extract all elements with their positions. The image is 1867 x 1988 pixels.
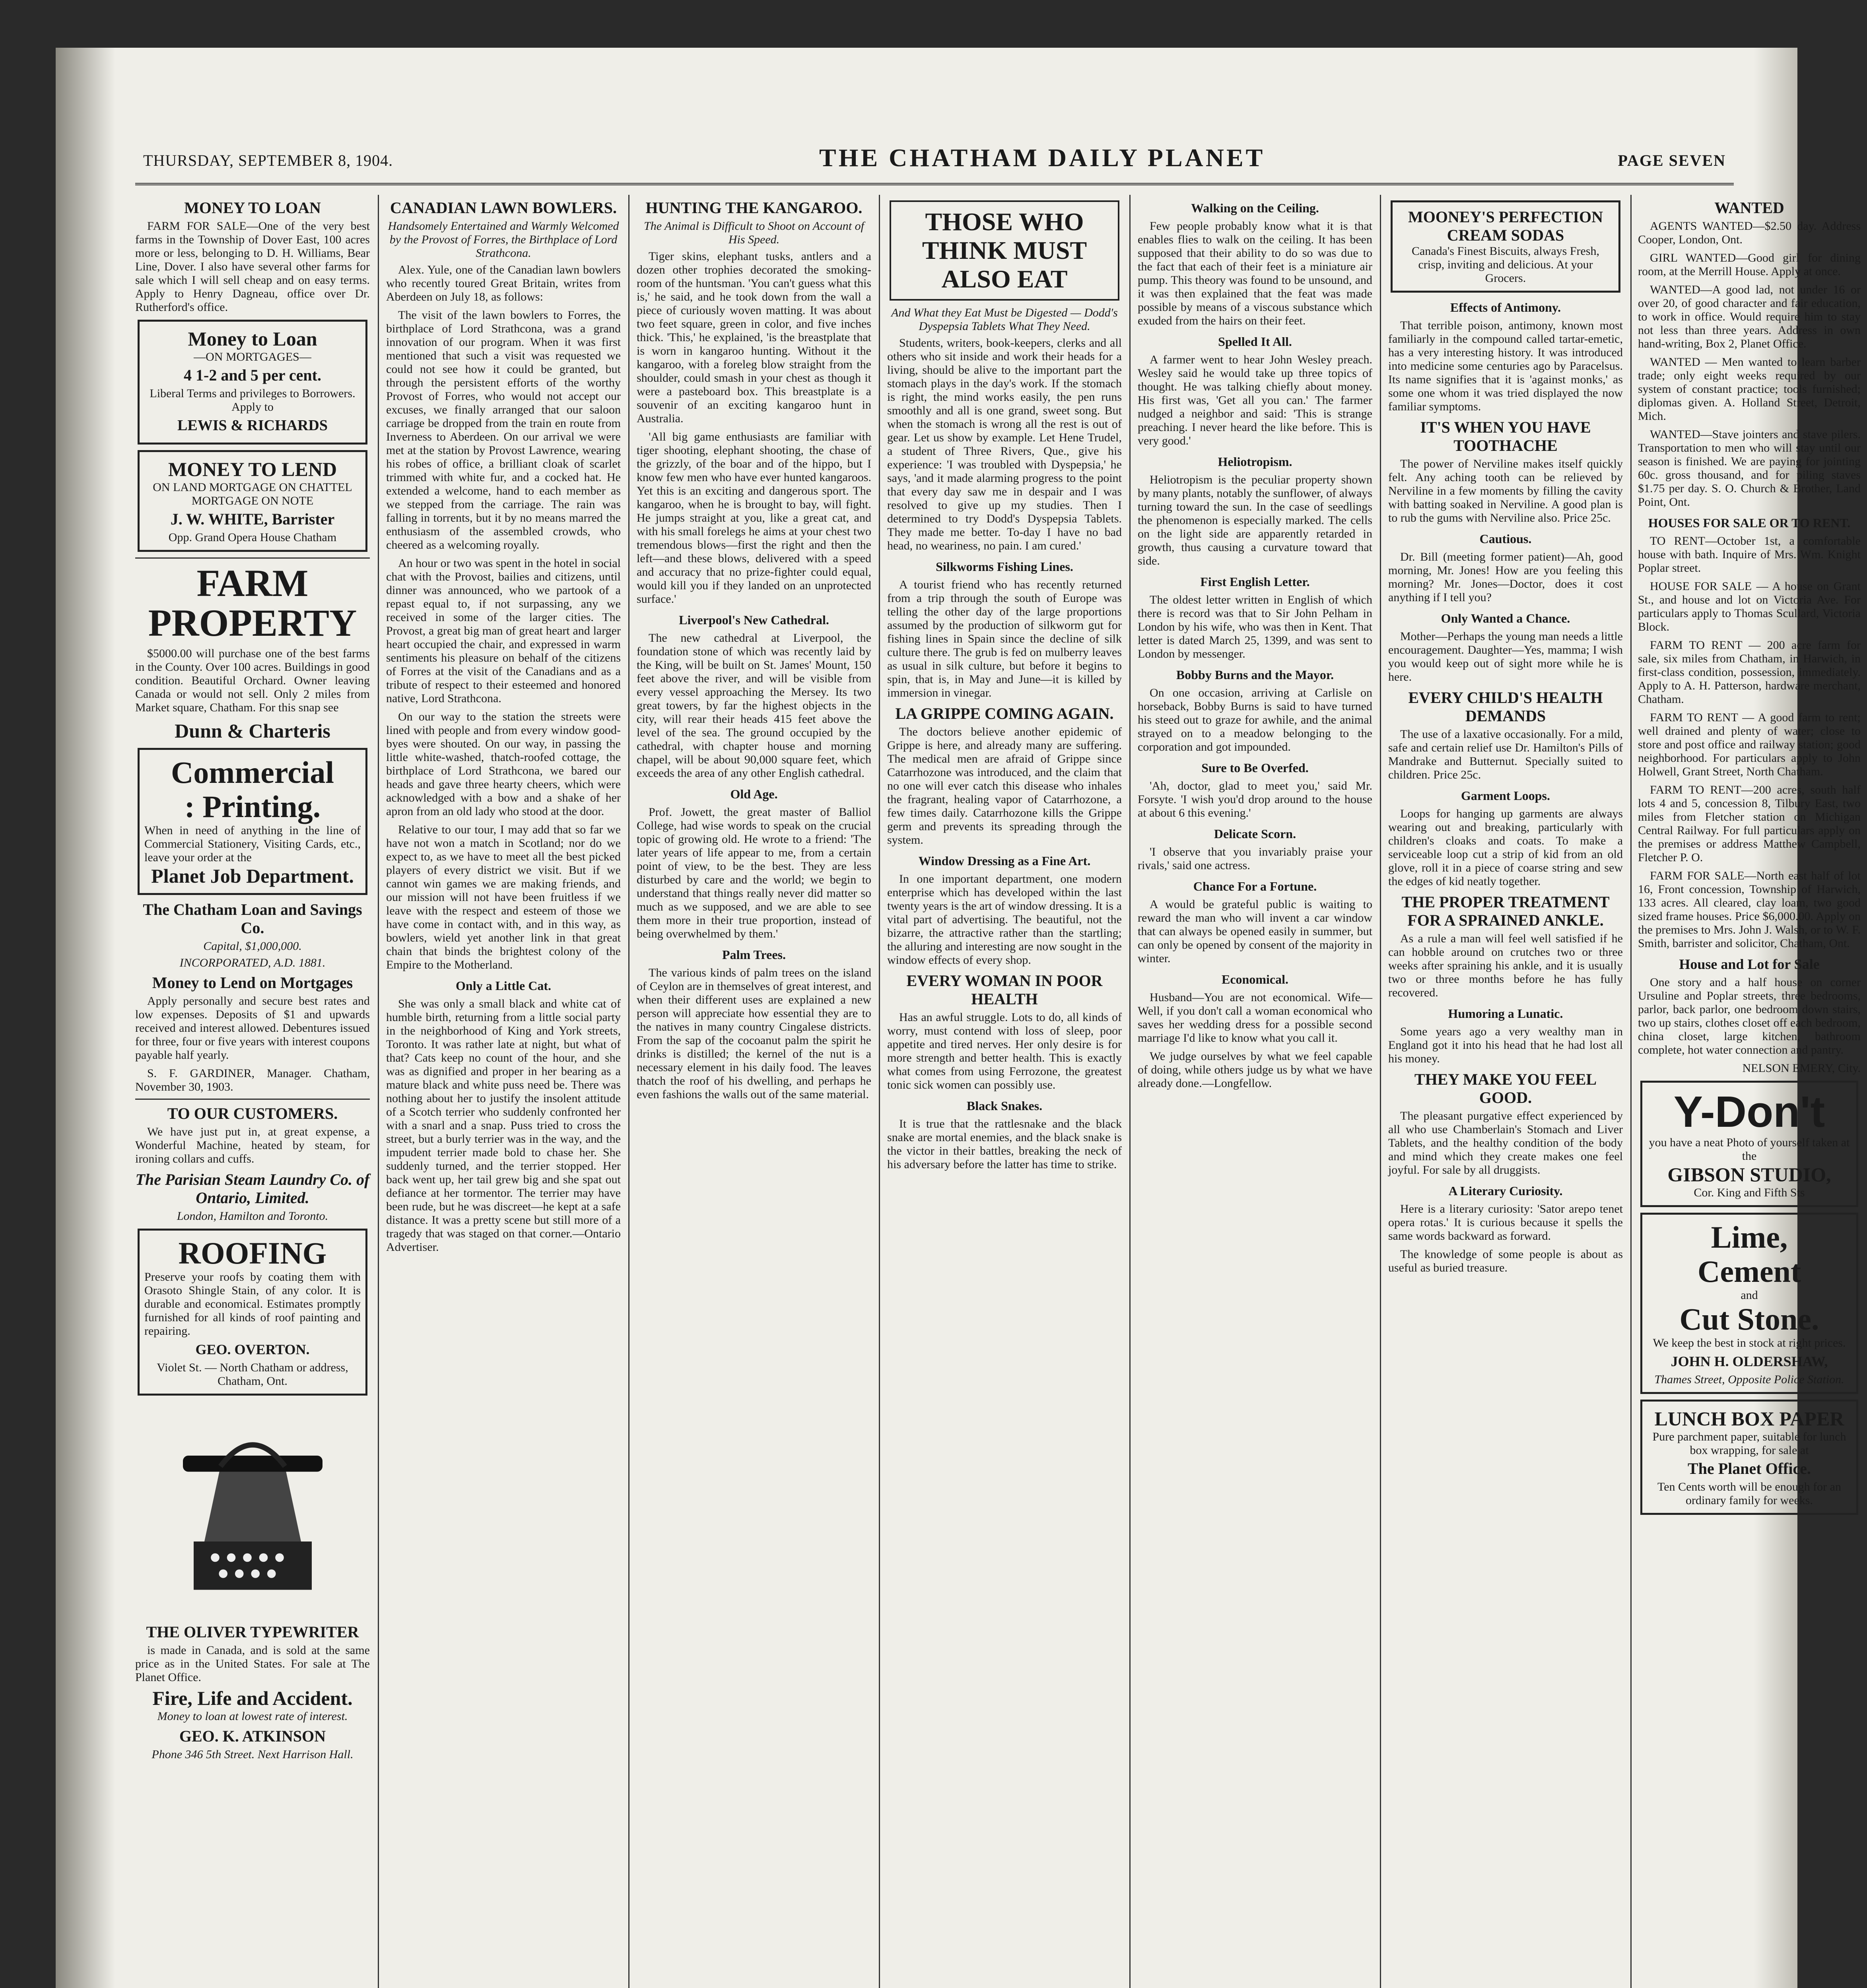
garment-loops-heading: Garment Loops.	[1461, 788, 1550, 803]
classified-ad: AGENTS WANTED—$2.50 day. Address Cooper, London, Ont.	[1638, 219, 1861, 246]
loan-text: Apply personally and secure best rates and low expenses. Deposits of $1 and upwards received and interest allowed. Debentures issued for three, four or five years with interest coupons payable half yearly.	[135, 994, 370, 1062]
think-eat-ad-heading	[890, 200, 1119, 301]
farm-property-title: FARM PROPERTY	[148, 562, 357, 644]
kangaroo-heading: HUNTING THE KANGAROO.	[645, 199, 863, 217]
ad-title: ROOFING	[178, 1236, 327, 1270]
house-lot-heading: House and Lot for Sale	[1679, 956, 1820, 972]
article-paragraph: She was only a small black and white cat of humble birth, returning from a little social party in the neighborhood of King and York streets, Toronto. It was rather late at night, but what of that? Cats keep no count of the hour, and she was as dignified and proper in her bearing as a mature black and white puss need be. There was nothing about her to justify the insolent attitude of a Scotch terrier who suddenly confronted her with a snarl and a snap. Puss tried to cross the street, but a burly terrier was in the way, and the impudent terrier made bold to chase her. She suddenly turned, and the terrier stopped. Her back went up, her tail grew big and she spat out defiance at her tormentor. The terrier may have been rude, but he was discreet—he kept at a safe distance. It was a pretty scene but still more of a tragedy that was staged on that corner.—Ontario Advertiser.	[386, 997, 621, 1254]
laundry-cities: London, Hamilton and Toronto.	[177, 1209, 328, 1223]
ad-line: Ten Cents worth will be enough for an ordinary family for weeks.	[1657, 1480, 1841, 1507]
ad-line: Thames Street, Opposite Police Station.	[1654, 1373, 1844, 1386]
insurance-address: Phone 346 5th Street. Next Harrison Hall.	[152, 1748, 354, 1761]
classified-ad: NELSON EMERY, City.	[1742, 1062, 1861, 1075]
poor-health-heading: EVERY WOMAN IN POOR HEALTH	[906, 972, 1103, 1008]
gibson-studio-ad	[1640, 1081, 1858, 1207]
heading-money-to-loan: MONEY TO LOAN	[184, 199, 321, 217]
article-paragraph: Students, writers, book-keepers, clerks and all others who sit inside and work their heads for a living, should be alive to the important part the stomach plays in the day's work. If the stomach is right, the mind works easily, the pen runs smoothly and all is one grand, sweet song. But when the stomach is wrong all the rest is out of gear. Let us show by example. Let Hene Trudel, a student of Three Rivers, Que., give his experience: 'I was troubled with Dyspepsia,' he says, 'and it made alarming progress to the point that every day saw me in despair and I was resolved to give up my studies. Then I determined to try Dodd's Dyspepsia Tablets. They made me better. To-day I have no bad head, no weariness, no pain. I am cured.'	[887, 336, 1122, 552]
classified-ad: WANTED — Men wanted to learn barber trade; only eight weeks required by our system of constant practice; tools furnished; diplomas given. A. Holland Street, Detroit, Mich.	[1638, 355, 1861, 423]
ad-line: you have a neat Photo of yourself taken at the	[1649, 1136, 1850, 1163]
article-paragraph: Tiger skins, elephant tusks, antlers and a dozen other trophies decorated the smoking-room of the huntsman. 'You can't guess what this is,' he said, and he took down from the wall a piece of curiously woven matting. It was about two feet square, green in color, and five inches thick. 'This,' he explained, 'is the breastplate that is worn in kangaroo hunting. Without it the kangaroo, with a foreleg blow straight from the shoulder, could smash in your chest as though it were a pasteboard box. This breastplate is a souvenir of an exciting kangaroo hunt in Australia.	[637, 250, 871, 425]
article-paragraph: Relative to our tour, I may add that so far we have not won a match in Scotland; nor do we expect to, as we have to meet all the best picked players of every district we visit. But if we cannot win games we are making friends, and our mission will not have been fruitless if we leave with the respect and esteem of those we have come in contact with, and in this way, as bowlers, wield yet another link in that great chain that binds the brightest colony of the Empire to the Motherland.	[386, 823, 621, 971]
typewriter-illustration	[171, 1402, 335, 1617]
ad-title: Commercial	[171, 755, 334, 790]
toothache-heading: IT'S WHEN YOU HAVE TOOTHACHE	[1420, 418, 1591, 454]
article-paragraph: The knowledge of some people is about as useful as buried treasure.	[1388, 1248, 1623, 1274]
ad-title: LUNCH BOX PAPER	[1654, 1408, 1844, 1430]
article-paragraph: The use of a laxative occasionally. For a mild, safe and certain relief use Dr. Hamilton's Pills of Mandrake and Butternut. Specially suited to children. Price 25c.	[1388, 728, 1623, 781]
classified-ad: GIRL WANTED—Good girl for dining room, at the Merrill House. Apply at once.	[1638, 251, 1861, 278]
ad-firm: JOHN H. OLDERSHAW,	[1671, 1353, 1828, 1369]
classified-ad: WANTED—A good lad, not under 16 or over 20, of good character and fair education, to work in office. Would require him to stay not less than three years. Address in own hand-writing, Box 2, Planet Office.	[1638, 283, 1861, 350]
insurance-line: Money to loan at lowest rate of interest.	[157, 1710, 348, 1723]
article-paragraph: The visit of the lawn bowlers to Forres, the birthplace of Lord Strathcona, was a grand innovation of our program. When it was first mentioned that such a visit was requested we could not see how it could be granted, but through the persistent efforts of the worthy Provost of Forres, who would not accept our excuses, we finally arranged that our saloon carriage be dropped from the train en route from Inverness to Aberdeen. On our arrival we were met at the station by Provost Lawrence, wearing his robes of office, a brilliant cloak of scarlet trimmed with white fur, and a cocked hat. He extended a welcome, hand to each member as we stepped from the carriage. The rain was falling in torrents, but it by no means marred the enthusiasm of the assembled crowds, who cheered as a welcoming royally.	[386, 309, 621, 551]
article-paragraph: Heliotropism is the peculiar property shown by many plants, notably the sunflower, of always turning toward the sun. In the case of seedlings the phenomenon is especially marked. The cells on the light side are apparently retarded in growth, thus causing a curvature toward that side.	[1138, 473, 1372, 567]
article-paragraph: The power of Nerviline makes itself quickly felt. Any aching tooth can be relieved by Nerviline in a few moments by filling the cavity with batting soaked in Nerviline. A good plan is to rub the gums with Nerviline also. Price 25c.	[1388, 457, 1623, 524]
column-3	[628, 195, 878, 1988]
classified-ad: One story and a half house on corner Ursuline and Poplar streets, three bedrooms, parlor, back parlor, one bedroom down stairs, two up stairs, clothes closet off each bedroom, china closet, large kitchen, bathroom complete, hot water connection and pantry.	[1638, 976, 1861, 1056]
feel-good-heading: THEY MAKE YOU FEEL GOOD.	[1414, 1070, 1597, 1107]
classified-ad: FARM TO RENT — A good farm to rent; well drained and plenty of water; close to store and post office and railway station; good neighborhood. For particulars apply to John Holwell, Grant Street, North Chatham.	[1638, 711, 1861, 778]
article-paragraph: Alex. Yule, one of the Canadian lawn bowlers who recently toured Great Britain, writes from Aberdeen on July 18, as follows:	[386, 263, 621, 303]
ad-line: Cor. King and Fifth Sts	[1694, 1186, 1805, 1199]
loan-capital: Capital, $1,000,000.	[203, 940, 302, 953]
ad-title: Cut Stone.	[1679, 1302, 1819, 1336]
antimony-heading: Effects of Antimony.	[1450, 300, 1561, 315]
page-number: PAGE SEVEN	[1618, 151, 1726, 169]
loan-manager: S. F. GARDINER, Manager. Chatham, November 30, 1903.	[135, 1067, 370, 1093]
article-paragraph: Few people probably know what it is that enables flies to walk on the ceiling. It has been supposed that their ability to do so was due to the fact that each of their feet is a miniature air pump. This theory was found to be unsound, and it was then explained that the feat was made possible by means of a viscous substance which exuded from the hairs on their feet.	[1138, 219, 1372, 327]
article-paragraph: Has an awful struggle. Lots to do, all kinds of worry, must contend with loss of sleep, poor appetite and tired nerves. Her only desire is for more strength and better health. This is exactly what comes from using Ferrozone, the greatest tonic sick women can possibly use.	[887, 1011, 1122, 1091]
laundry-text: We have just put in, at great expense, a Wonderful Machine, heated by steam, for ironing collars and cuffs.	[135, 1125, 370, 1165]
ad-firm: GEO. OVERTON.	[195, 1342, 310, 1357]
loan-incorporated: INCORPORATED, A.D. 1881.	[179, 956, 326, 969]
window-dressing-heading: Window Dressing as a Fine Art.	[918, 854, 1091, 868]
ad-line: When in need of anything in the line of Commercial Stationery, Visiting Cards, etc., leave your order at the	[144, 824, 361, 864]
insurance-heading: Fire, Life and Accident.	[152, 1687, 353, 1709]
classified-ad: WANTED—Stave jointers and stave pilers. Transportation to men who will stay until our season is finished. We are paying for jointing 60c. gross thousand, and for piling staves $1.75 per day. S. O. Church & Brother, Land Point, Ont.	[1638, 428, 1861, 509]
burns-heading: Bobby Burns and the Mayor.	[1176, 668, 1334, 682]
article-paragraph: Here is a literary curiosity: 'Sator arepo tenet opera rotas.' It is curious because it spells the same words backward as forward.	[1388, 1202, 1623, 1242]
ad-title: Cement	[1698, 1254, 1801, 1289]
article-paragraph: Loops for hanging up garments are always wearing out and breaking, particularly with children's cloaks and coats. To make a serviceable loop cut a strip of kid from an old glove, roll it in a piece of coarse string and sew the edges of kid neatly together.	[1388, 807, 1623, 888]
ad-title: Money to Loan	[188, 328, 317, 350]
lewis-richards-ad	[138, 320, 367, 445]
masthead-rule	[135, 183, 1734, 185]
ad-line: We keep the best in stock at right prices.	[1653, 1336, 1846, 1349]
wanted-heading: WANTED	[1714, 199, 1784, 217]
page-shadow-left	[56, 48, 115, 1988]
lawn-bowlers-subhead: Handsomely Entertained and Warmly Welcomed by the Provost of Forres, the Birthplace of Lord Strathcona.	[388, 219, 619, 260]
article-paragraph: An hour or two was spent in the hotel in social chat with the Provost, bailies and citizens, until dinner was announced, who we partook of a repast equal to, if not surpassing, any we received in some of the larger cities. The Provost, a great big man of great heart and larger heart occupied the chair, and expressed in warm sentiments his pleasure on behalf of the citizens of Forres at the visit of the Canadians and as a tribute of respect to their esteemed and honored native, Lord Strathcona.	[386, 557, 621, 705]
laundry-heading: TO OUR CUSTOMERS.	[167, 1105, 338, 1122]
fortune-heading: Chance For a Fortune.	[1193, 879, 1317, 893]
ad-rate: 4 1-2 and 5 per cent.	[184, 366, 321, 384]
black-snakes-heading: Black Snakes.	[966, 1099, 1043, 1113]
ad-firm: LEWIS & RICHARDS	[177, 417, 328, 434]
article-paragraph: On our way to the station the streets were lined with people and from every window good-byes were shouted. On our way, in passing the little white-washed, thatch-roofed cottage, the birthplace of Lord Strathcona, we bared our heads and gave three hearty cheers, which were acknowledged with a bow and a shake of her apron from an old lady who stood at the door.	[386, 710, 621, 818]
ad-firm: Planet Job Department.	[151, 865, 354, 887]
loan-mortgages: Money to Lend on Mortgages	[152, 974, 353, 992]
ad-firm: J. W. WHITE, Barrister	[170, 510, 335, 528]
ad-firm: GIBSON STUDIO,	[1667, 1163, 1831, 1186]
old-age-heading: Old Age.	[730, 787, 778, 801]
article-paragraph: 'Ah, doctor, glad to meet you,' said Mr. Forsyte. 'I wish you'd drop around to the house at about 6 this evening.'	[1138, 779, 1372, 819]
article-paragraph: Prof. Jowett, the great master of Balliol College, had wise words to speak on the crucial topic of growing old. He wrote to a friend: 'The later years of life appear to me, from a certain point of view, to be the best. They are less disturbed by care and the world; we begin to understand that things really never did matter so much as we supposed, and we are able to see them more in their true proportion, instead of being overwhelmed by them.'	[637, 806, 871, 940]
article-paragraph: We judge ourselves by what we feel capable of doing, while others judge us by what we have already done.—Longfellow.	[1138, 1050, 1372, 1090]
literary-curiosity-heading: A Literary Curiosity.	[1448, 1184, 1563, 1198]
divider	[135, 1099, 370, 1100]
column-7	[1630, 195, 1867, 1988]
silkworm-heading: Silkworms Fishing Lines.	[936, 559, 1073, 574]
article-paragraph: As a rule a man will feel well satisfied if he can hobble around on crutches two or three weeks after spraining his ankle, and it is usually two or three months before he has fully recovered.	[1388, 932, 1623, 999]
farm-for-sale-ad: FARM FOR SALE—One of the very best farms in the Township of Dover East, 100 acres more or less, belonging to D. H. Williams, Bear Line, Dover. I also have several other farms for sale which I will sell cheap and on easy terms. Apply to Henry Dagneau, office over Dr. Rutherford's office.	[135, 219, 370, 314]
divider	[135, 557, 370, 559]
ad-title: Y-Don't	[1673, 1087, 1825, 1136]
ad-line: ON LAND MORTGAGE ON CHATTEL MORTGAGE ON NOTE	[153, 481, 352, 507]
typewriter-icon	[171, 1402, 335, 1617]
article-paragraph: That terrible poison, antimony, known most familiarly in the compound called tartar-emetic, has a very interesting history. It was introduced into medicine some centuries ago by Paracelsus. Its name signifies that it is 'against monks,' as some one whom it was tried displayed the now familiar symptoms.	[1388, 319, 1623, 413]
ad-firm: The Planet Office.	[1688, 1460, 1811, 1477]
article-paragraph: 'I observe that you invariably praise your rivals,' said one actress.	[1138, 845, 1372, 872]
heliotropism-heading: Heliotropism.	[1218, 454, 1292, 469]
article-paragraph: 'All big game enthusiasts are familiar with tiger shooting, elephant shooting, the chase of the grizzly, of the boar and of the hippo, but I know few men who have ever hunted kangaroos. Yet this is an exciting and dangerous sport. The kangaroo, when he is brought to bay, will fight. He jumps straight at you, like a great cat, and with his small forelegs he aims at your chest two tremendous blows—first the right and then the left—and these blows, delivered with a speed and accuracy that no prize-fighter could equal, would kill you if they landed on an unprotected surface.'	[637, 430, 871, 606]
column-2	[378, 195, 628, 1988]
lunch-box-paper-ad	[1640, 1400, 1858, 1515]
ad-line: —ON MORTGAGES—	[194, 350, 311, 363]
column-5	[1129, 195, 1379, 1988]
article-paragraph: Dr. Bill (meeting former patient)—Ah, good morning, Mr. Jones! How are you feeling this morning? Mr. Jones—Doctor, does it cost anything if I tell you?	[1388, 550, 1623, 604]
classified-ad: TO RENT—October 1st, a comfortable house with bath. Inquire of Mrs. Wm. Knight Poplar street.	[1638, 534, 1861, 575]
newspaper-page	[56, 48, 1861, 1988]
ad-line: Preserve your roofs by coating them with Orasoto Shingle Stain, of any color. It is durable and economical. Estimates promptly furnished for all kinds of roof painting and repairing.	[144, 1270, 361, 1338]
little-cat-heading: Only a Little Cat.	[456, 978, 551, 993]
grippe-heading: LA GRIPPE COMING AGAIN.	[895, 705, 1114, 722]
spelled-heading: Spelled It All.	[1218, 334, 1292, 349]
column-1	[135, 195, 377, 1988]
oliver-typewriter-text: is made in Canada, and is sold at the same price as in the United States. For sale at The Planet Office.	[135, 1644, 370, 1684]
classified-ad: FARM TO RENT — 200 acre farm for sale, six miles from Chatham, in Harwich, in first-class condition, possession, immediately. Apply to A. H. Patterson, hardware merchant, Chatham.	[1638, 639, 1861, 706]
article-paragraph: The various kinds of palm trees on the island of Ceylon are in themselves of great interest, and when their different uses are explained a new person will appreciate how essential they are to the natives in many country Cingalese districts. From the sap of the cocoanut palm the spirit he drinks is distilled; the kernel of the nut is a necessary element in his daily food. The leaves thatch the roof of his dwelling, and perhaps he even fashions the walls out of the same material.	[637, 966, 871, 1101]
dunn-charteris: Dunn & Charteris	[175, 720, 330, 742]
cautious-heading: Cautious.	[1479, 532, 1532, 546]
mooneys-ad	[1391, 200, 1620, 293]
chance-heading: Only Wanted a Chance.	[1441, 611, 1570, 625]
oliver-typewriter-heading: THE OLIVER TYPEWRITER	[146, 1623, 359, 1641]
lunatic-heading: Humoring a Lunatic.	[1448, 1006, 1563, 1021]
jw-white-ad	[138, 450, 367, 552]
ad-title: MONEY TO LEND	[168, 458, 337, 480]
article-paragraph: The oldest letter written in English of which there is record was that to Sir John Pelham in London by his wife, who was then in Kent. That letter is dated March 25, 1399, and was sent to London by messenger.	[1138, 593, 1372, 660]
article-paragraph: On one occasion, arriving at Carlisle on horseback, Bobby Burns is said to have turned his steed out to graze for awhile, and the animal strayed on to a meadow belonging to the corporation and got impounded.	[1138, 686, 1372, 753]
ad-title: : Printing.	[184, 789, 321, 824]
economical-heading: Economical.	[1222, 972, 1288, 986]
ad-line: and	[1741, 1289, 1758, 1302]
ad-line: Pure parchment paper, suitable for lunch box wrapping, for sale at	[1652, 1430, 1846, 1457]
palm-trees-heading: Palm Trees.	[722, 947, 786, 962]
ad-line: Canada's Finest Biscuits, always Fresh, crisp, inviting and delicious. At your Grocers.	[1411, 245, 1600, 285]
article-paragraph: Husband—You are not economical. Wife—Well, if you don't call a woman economical who saves her wedding dress for a possible second marriage I'd like to know what you call it.	[1138, 991, 1372, 1044]
article-paragraph: Some years ago a very wealthy man in England got it into his head that he had lost all his money.	[1388, 1025, 1623, 1065]
column-6	[1380, 195, 1630, 1988]
think-eat-subhead: And What they Eat Must be Digested — Dodd's Dyspepsia Tablets What They Need.	[891, 306, 1118, 333]
overfed-heading: Sure to Be Overfed.	[1201, 761, 1309, 775]
sprained-ankle-heading: THE PROPER TREATMENT FOR A SPRAINED ANKLE.	[1401, 893, 1610, 929]
roofing-ad	[138, 1229, 367, 1396]
houses-heading: HOUSES FOR SALE OR TO RENT.	[1648, 516, 1851, 530]
issue-date: THURSDAY, SEPTEMBER 8, 1904.	[143, 151, 393, 169]
article-paragraph: A tourist friend who has recently returned from a trip through the south of Europe was telling the other day of the large proportions assumed by the production of silkworm gut for fishing lines in Spain since the decline of silk culture there. The grub is fed on mulberry leaves as usual in silk culture, but before it begins to spin, that is, in May and June—it is killed by immersion in vinegar.	[887, 578, 1122, 699]
article-paragraph: Mother—Perhaps the young man needs a little encouragement. Daughter—Yes, mamma; I wish you would keep out of sight more while he is here.	[1388, 630, 1623, 683]
ad-title: MOONEY'S PERFECTION CREAM SODAS	[1408, 208, 1603, 244]
kangaroo-subhead: The Animal is Difficult to Shoot on Account of His Speed.	[644, 219, 864, 246]
ad-line: Violet St. — North Chatham or address, Chatham, Ont.	[157, 1361, 348, 1388]
article-paragraph: The doctors believe another epidemic of Grippe is here, and already many are suffering. The medical men are afraid of Grippe since Catarrhozone was introduced, and the claim that no one will ever catch this disease who inhales the fragrant, healing vapor of Catarrhozone, a few times daily. Catarrhozone kills the Grippe germ and prevents its spreading through the system.	[887, 725, 1122, 846]
scorn-heading: Delicate Scorn.	[1214, 827, 1296, 841]
farm-property-text: $5000.00 will purchase one of the best farms in the County. Over 100 acres. Buildings in good condition. Beautiful Orchard. Owner leaving Canada or would not sell. Only 2 miles from Market square, Chatham. For this snap see	[135, 647, 370, 714]
classified-ad: HOUSE FOR SALE — A house on Grant St., and house and lot on Victoria Ave. For particulars apply to Thomas Scullard, Victoria Block.	[1638, 580, 1861, 633]
first-letter-heading: First English Letter.	[1200, 575, 1310, 589]
cathedral-heading: Liverpool's New Cathedral.	[679, 613, 829, 627]
ad-title: Lime,	[1711, 1220, 1788, 1254]
ad-title: THOSE WHO THINK MUST ALSO EAT	[922, 208, 1087, 293]
loan-savings-title: The Chatham Loan and Savings Co.	[143, 901, 362, 937]
article-paragraph: It is true that the rattlesnake and the black snake are mortal enemies, and the black snake is the victor in their battles, breaking the neck of his adversary before the latter has time to strike.	[887, 1117, 1122, 1171]
ad-line: Opp. Grand Opera House Chatham	[168, 531, 337, 544]
commercial-printing-ad	[138, 748, 367, 895]
ad-line: Liberal Terms and privileges to Borrowers. Apply to	[150, 387, 356, 414]
column-4	[879, 195, 1129, 1988]
lawn-bowlers-heading: CANADIAN LAWN BOWLERS.	[390, 199, 617, 217]
article-paragraph: A farmer went to hear John Wesley preach. Wesley said he would take up three topics of thought. He was talking chiefly about money. His first was, 'Get all you can.' The farmer nudged a neighbor and said: 'This is strange preaching. I never heard the like before. This is very good.'	[1138, 353, 1372, 447]
insurance-agent: GEO. K. ATKINSON	[179, 1727, 326, 1745]
article-paragraph: A would be grateful public is waiting to reward the man who will invent a car window that can always be opened easily in summer, but can only be opened by consent of the majority in winter.	[1138, 898, 1372, 965]
classified-ad: FARM TO RENT—200 acres, south half lots 4 and 5, concession 8, Tilbury East, two miles from Fletcher station on Michigan Central Railway. For full particulars apply on the premises or address Matthew Campbell, Fletcher P. O.	[1638, 783, 1861, 864]
article-paragraph: The pleasant purgative effect experienced by all who use Chamberlain's Stomach and Liver Tablets, and the healthy condition of the body and mind which they create makes one feel joyful. For sale by all druggists.	[1388, 1109, 1623, 1176]
masthead	[143, 143, 1726, 179]
article-paragraph: In one important department, one modern enterprise which has developed within the last twenty years is the art of window dressing. It is a vital part of advertising. The beautiful, not the bizarre, the attractive rather than the startling; the alluring and interesting are now sought in the window effects of every shop.	[887, 872, 1122, 967]
laundry-firm: The Parisian Steam Laundry Co. of Ontario, Limited.	[135, 1171, 370, 1207]
child-health-heading: EVERY CHILD'S HEALTH DEMANDS	[1408, 689, 1603, 725]
newspaper-title: THE CHATHAM DAILY PLANET	[819, 144, 1265, 172]
classified-ad: FARM FOR SALE—North east half of lot 16, Front concession, Township of Harwich, 133 acres. All cleared, clay loam, two good sized frame houses. Price $6,000.00. Apply on the premises to Mrs. John J. Walsh, or to W. F. Smith, barrister and solicitor, Chatham, Ont.	[1638, 869, 1861, 950]
oldershaw-ad	[1640, 1213, 1858, 1394]
article-paragraph: The new cathedral at Liverpool, the foundation stone of which was recently laid by the King, will be built on St. James' Mount, 150 feet above the river, and will be visible from every vessel approaching the Mersey. Its two great towers, by far the highest objects in the city, will rear their heads 415 feet above the level of the sea. The ground occupied by the cathedral, with chapter house and morning chapel, will be about 90,000 square feet, which exceeds the area of any other English cathedral.	[637, 631, 871, 780]
ceiling-heading: Walking on the Ceiling.	[1191, 201, 1319, 215]
